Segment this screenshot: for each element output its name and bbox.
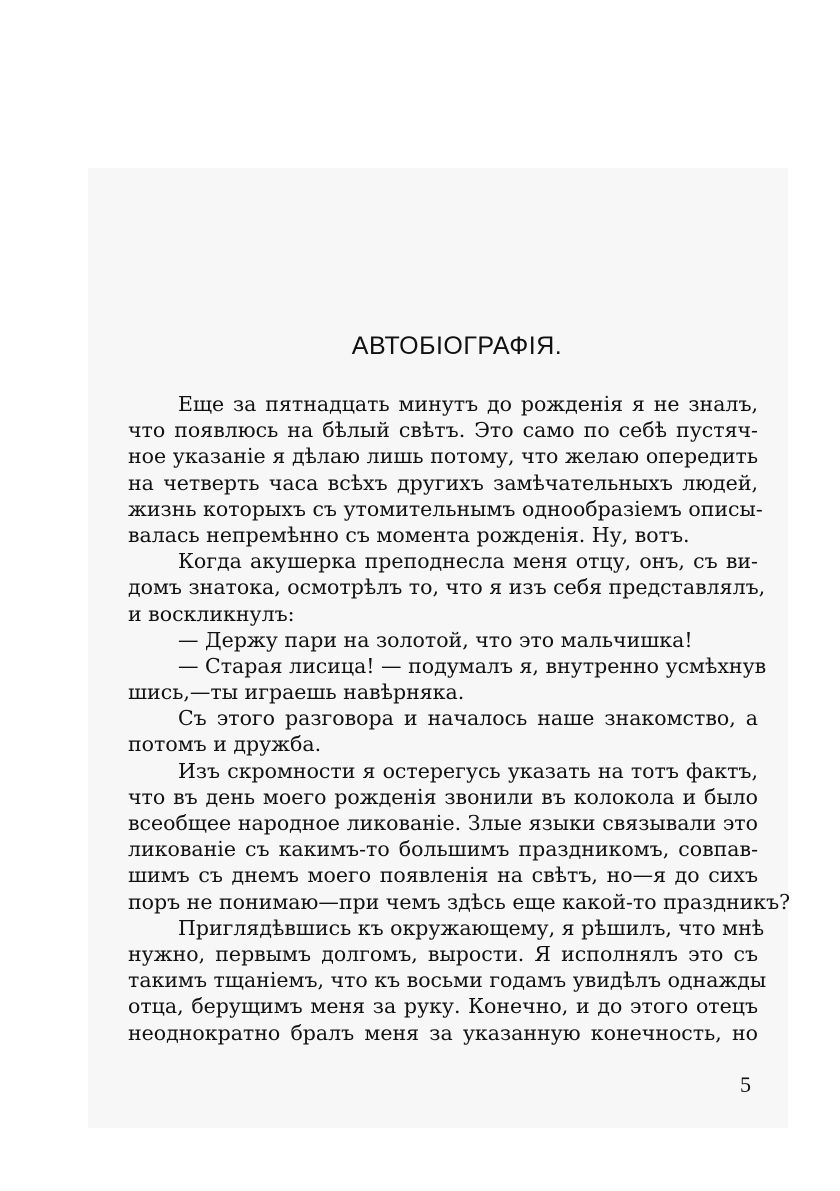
text-line: Съ этого разговора и началось наше знакомство, а bbox=[178, 706, 758, 731]
text-line: всеобщее народное ликованіе. Злые языки связывали это bbox=[128, 811, 758, 835]
text-line: ликованіе съ какимъ-то большимъ праздникомъ, совпав- bbox=[128, 837, 758, 862]
text-line: нужно, первымъ долгомъ, вырости. Я исполнялъ это съ bbox=[128, 941, 758, 966]
text-line: домъ знатока, осмотрѣлъ то, что я изъ себя представлялъ, bbox=[128, 575, 766, 600]
text-line: — Старая лисица! — подумалъ я, внутренно усмѣхнув bbox=[178, 653, 767, 678]
text-line: и воскликнулъ: bbox=[128, 601, 295, 626]
text-line: на четверть часа всѣхъ другихъ замѣчательныхъ людей, bbox=[128, 470, 758, 495]
text-line: — Держу пари на золотой, что это мальчишка! bbox=[178, 627, 693, 652]
text-line: валась непремѣнно съ момента рожденія. Ну, вотъ. bbox=[128, 522, 690, 547]
text-line: шись,—ты играешь навѣрняка. bbox=[128, 680, 465, 705]
text-line: Еще за пятнадцать минутъ до рожденія я не зналъ, bbox=[178, 392, 758, 416]
text-line: поръ не понимаю—при чемъ здѣсь еще какой-то праздникъ? bbox=[128, 889, 791, 914]
text-line: шимъ съ днемъ моего появленія на свѣтъ, но—я до сихъ bbox=[128, 863, 758, 888]
text-line: что появлюсь на бѣлый свѣтъ. Это само по себѣ пустяч- bbox=[128, 418, 758, 443]
text-line: такимъ тщаніемъ, что къ восьми годамъ увидѣлъ однажды bbox=[128, 968, 767, 993]
text-line: неоднократно бралъ меня за указанную конечность, но bbox=[128, 1020, 758, 1045]
text-line: что въ день моего рожденія звонили въ колокола и было bbox=[128, 784, 758, 809]
text-block bbox=[128, 391, 791, 1046]
page-body bbox=[128, 332, 791, 1046]
text-line: Приглядѣвшись къ окружающему, я рѣшилъ, что мнѣ bbox=[178, 915, 765, 940]
page-title: АВТОБІОГРАФІЯ. bbox=[351, 332, 563, 360]
text-line: Когда акушерка преподнесла меня отцу, онъ, съ ви- bbox=[178, 549, 758, 574]
text-line: Изъ скромности я остерегусь указать на тотъ фактъ, bbox=[178, 758, 758, 783]
text-line: ное указаніе я дѣлаю лишь потому, что желаю опередить bbox=[128, 444, 758, 469]
text-line: жизнь которыхъ съ утомительнымъ однообразіемъ описы- bbox=[128, 496, 763, 521]
text-line: потомъ и дружба. bbox=[128, 732, 322, 757]
text-line: отца, берущимъ меня за руку. Конечно, и до этого отецъ bbox=[128, 994, 758, 1019]
page-number: 5 bbox=[740, 1072, 751, 1097]
